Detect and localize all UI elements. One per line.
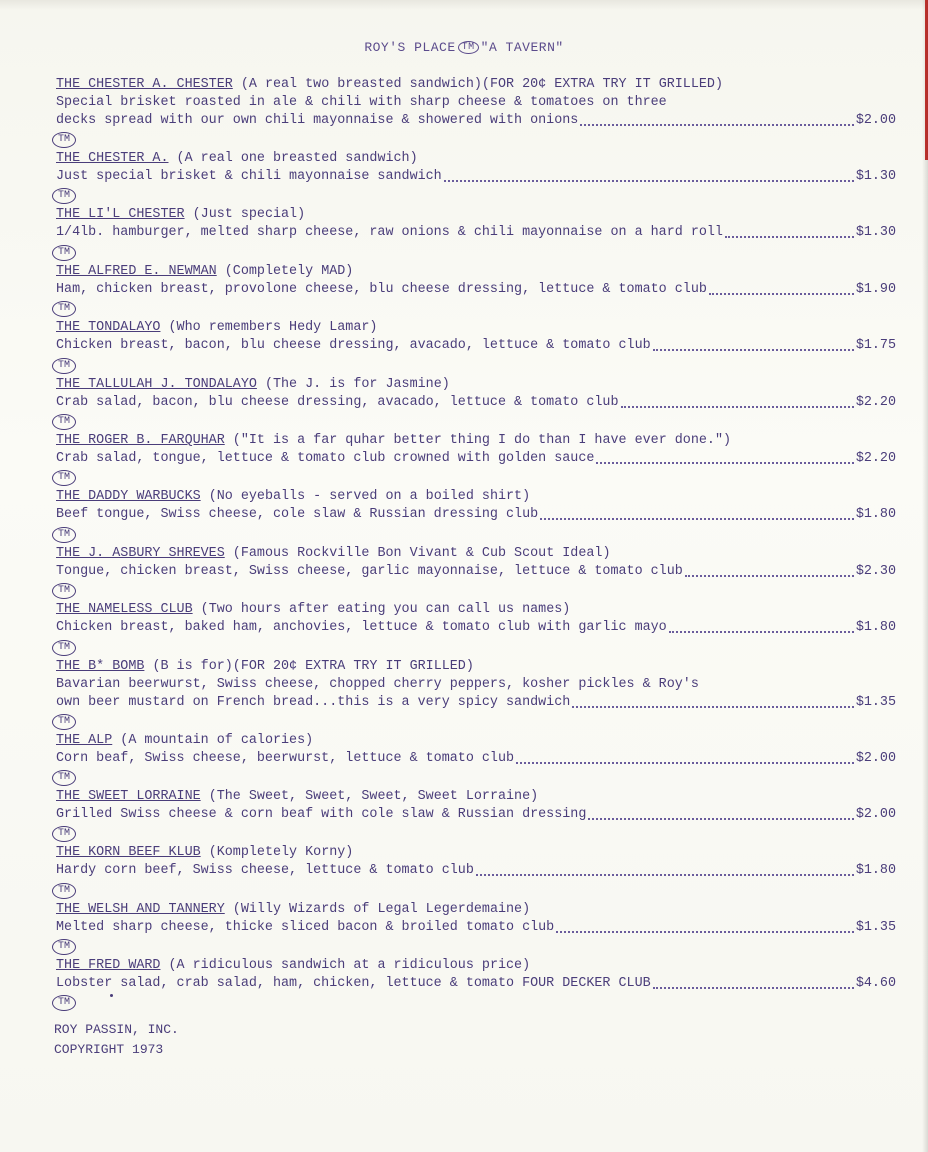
menu-item-title-line bbox=[56, 376, 896, 394]
menu-item-title-line bbox=[56, 319, 896, 337]
menu-item-description: Hardy corn beef, Swiss cheese, lettuce & tomato club bbox=[56, 863, 474, 879]
menu-item-name: THE TONDALAYO bbox=[56, 320, 161, 336]
menu-item bbox=[56, 76, 896, 150]
menu-item-name: THE TALLULAH J. TONDALAYO bbox=[56, 376, 257, 392]
menu-item bbox=[56, 150, 896, 206]
menu-item-title-line bbox=[56, 788, 896, 806]
menu-heading bbox=[0, 40, 928, 55]
menu-item-description: own beer mustard on French bread...this is a very spicy sandwich bbox=[56, 694, 571, 710]
menu-item-note: (A real one breasted sandwich) bbox=[176, 151, 418, 166]
menu-item-description: 1/4lb. hamburger, melted sharp cheese, raw onions & chili mayonnaise on a hard roll bbox=[56, 225, 723, 241]
menu-item-title-line bbox=[56, 150, 896, 168]
menu-item-price: $1.35 bbox=[855, 919, 896, 935]
menu-item-price-row bbox=[56, 975, 896, 993]
menu-item-price-row bbox=[56, 450, 896, 468]
menu-item-price: $2.30 bbox=[855, 563, 896, 579]
dot-leader bbox=[725, 235, 854, 238]
menu-item-title-line bbox=[56, 844, 896, 862]
menu-entries bbox=[56, 76, 896, 1013]
dot-leader bbox=[596, 461, 853, 464]
menu-item-title-line bbox=[56, 263, 896, 281]
menu-item-note: (Two hours after eating you can call us names) bbox=[200, 602, 571, 618]
menu-item-description: Chicken breast, bacon, blu cheese dressing, avacado, lettuce & tomato club bbox=[56, 338, 651, 354]
menu-item-note: (A mountain of calories) bbox=[120, 732, 314, 748]
dot-leader bbox=[653, 986, 854, 989]
menu-item bbox=[56, 844, 896, 900]
menu-item-price-row bbox=[56, 281, 896, 299]
menu-item-name: THE J. ASBURY SHREVES bbox=[56, 545, 225, 561]
footer-company: ROY PASSIN, INC. bbox=[54, 1022, 179, 1037]
menu-item-title-line bbox=[56, 432, 896, 450]
menu-item bbox=[56, 432, 896, 488]
dot-leader bbox=[476, 873, 854, 876]
menu-item-note: (Just special) bbox=[192, 207, 306, 223]
dot-leader bbox=[669, 630, 854, 633]
menu-item-price-row bbox=[56, 619, 896, 637]
trademark-circle: TM bbox=[52, 714, 76, 730]
menu-item-name: THE KORN BEEF KLUB bbox=[56, 845, 201, 861]
menu-item-price: $1.35 bbox=[855, 694, 896, 710]
stray-dot bbox=[110, 994, 113, 997]
menu-item-price-row bbox=[56, 919, 896, 937]
menu-item bbox=[56, 319, 896, 375]
menu-item-note: ("It is a far quhar better thing I do than I have ever done.") bbox=[232, 432, 732, 448]
menu-item-price-row bbox=[56, 394, 896, 412]
menu-item-note: (Completely MAD) bbox=[224, 263, 354, 279]
trademark-circle: TM bbox=[52, 883, 76, 899]
menu-item bbox=[56, 545, 896, 601]
menu-item-price-row bbox=[56, 750, 896, 768]
menu-item-price: $1.90 bbox=[855, 281, 896, 297]
trademark-circle: TM bbox=[52, 995, 76, 1011]
menu-item-description-line: Special brisket roasted in ale & chili with sharp cheese & tomatoes on three bbox=[56, 95, 667, 110]
menu-item-name: THE B* BOMB bbox=[56, 658, 145, 674]
trademark-circle: TM bbox=[52, 188, 76, 204]
menu-item-price: $2.00 bbox=[855, 806, 896, 822]
menu-item bbox=[56, 601, 896, 657]
menu-item-note: (Willy Wizards of Legal Legerdemaine) bbox=[232, 901, 531, 917]
menu-item-description: Chicken breast, baked ham, anchovies, lettuce & tomato club with garlic mayo bbox=[56, 620, 667, 636]
dot-leader bbox=[709, 292, 854, 295]
menu-item-price: $1.30 bbox=[855, 225, 896, 241]
page-top-edge bbox=[0, 0, 928, 10]
menu-item-description: Crab salad, bacon, blu cheese dressing, avacado, lettuce & tomato club bbox=[56, 394, 619, 410]
menu-item-price: $2.20 bbox=[855, 394, 896, 410]
menu-item bbox=[56, 788, 896, 844]
menu-item-description: Lobster salad, crab salad, ham, chicken, lettuce & tomato FOUR DECKER CLUB bbox=[56, 976, 651, 992]
menu-item-note: (Famous Rockville Bon Vivant & Cub Scout Ideal) bbox=[232, 545, 611, 561]
menu-item-title-line bbox=[56, 957, 896, 975]
trademark-circle: TM bbox=[52, 470, 76, 486]
menu-item bbox=[56, 488, 896, 544]
trademark-circle: TM bbox=[52, 939, 76, 955]
menu-item-note: (B is for)(FOR 20¢ EXTRA TRY IT GRILLED) bbox=[152, 658, 474, 674]
menu-item-description: Ham, chicken breast, provolone cheese, blu cheese dressing, lettuce & tomato club bbox=[56, 281, 707, 297]
menu-item-price: $1.80 bbox=[855, 620, 896, 636]
menu-item-name: THE WELSH AND TANNERY bbox=[56, 901, 225, 917]
menu-item-description: decks spread with our own chili mayonnaise & showered with onions bbox=[56, 113, 579, 128]
dot-leader bbox=[540, 517, 854, 520]
dot-leader bbox=[685, 574, 854, 577]
menu-item-price-row bbox=[56, 563, 896, 581]
menu-item-description-line: Bavarian beerwurst, Swiss cheese, chopped cherry peppers, kosher pickles & Roy's bbox=[56, 676, 699, 692]
menu-item-name: THE NAMELESS CLUB bbox=[56, 602, 193, 618]
menu-item-price: $2.20 bbox=[855, 450, 896, 466]
menu-item bbox=[56, 263, 896, 319]
dot-leader bbox=[653, 348, 854, 351]
menu-item-title-line bbox=[56, 732, 896, 750]
menu-item-description: Beef tongue, Swiss cheese, cole slaw & Russian dressing club bbox=[56, 507, 539, 523]
trademark-circle: TM bbox=[52, 770, 76, 786]
menu-item-title-line bbox=[56, 545, 896, 563]
menu-item bbox=[56, 732, 896, 788]
menu-item-price: $1.30 bbox=[855, 169, 896, 184]
trademark-circle: TM bbox=[52, 358, 76, 374]
menu-item-price: $1.80 bbox=[855, 863, 896, 879]
menu-item-description: Crab salad, tongue, lettuce & tomato club crowned with golden sauce bbox=[56, 450, 595, 466]
dot-leader bbox=[444, 179, 854, 182]
menu-item-note: (A real two breasted sandwich)(FOR 20¢ EXTRA TRY IT GRILLED) bbox=[240, 77, 723, 92]
dot-leader bbox=[556, 930, 854, 933]
page-edge-shadow bbox=[922, 0, 928, 1152]
menu-item-note: (Who remembers Hedy Lamar) bbox=[168, 320, 378, 336]
menu-item-name: THE LI'L CHESTER bbox=[56, 207, 185, 223]
menu-item-price: $2.00 bbox=[855, 750, 896, 766]
trademark-circle: TM bbox=[52, 132, 76, 148]
heading-left: ROY'S PLACE bbox=[364, 40, 456, 55]
menu-item-title-line bbox=[56, 658, 896, 676]
menu-item-description: Tongue, chicken breast, Swiss cheese, garlic mayonnaise, lettuce & tomato club bbox=[56, 563, 683, 579]
menu-item-note: (No eyeballs - served on a boiled shirt) bbox=[208, 489, 531, 505]
menu-item-title-line bbox=[56, 488, 896, 506]
trademark-circle: TM bbox=[52, 640, 76, 656]
dot-leader bbox=[588, 817, 853, 820]
menu-item-price-row bbox=[56, 224, 896, 242]
trademark-circle: TM bbox=[52, 826, 76, 842]
footer bbox=[54, 1020, 179, 1060]
trademark-circle: TM bbox=[52, 245, 76, 261]
menu-item bbox=[56, 206, 896, 262]
trademark-circle: TM bbox=[52, 583, 76, 599]
menu-item-price: $1.75 bbox=[855, 338, 896, 354]
menu-item-price-row bbox=[56, 694, 896, 712]
trademark-circle: TM bbox=[52, 301, 76, 317]
menu-item bbox=[56, 957, 896, 1013]
dot-leader bbox=[580, 123, 853, 126]
menu-item-title-line bbox=[56, 901, 896, 919]
menu-item-note: (Kompletely Korny) bbox=[208, 845, 354, 861]
dot-leader bbox=[621, 405, 854, 408]
menu-item-price-row bbox=[56, 112, 896, 130]
menu-item-title-line bbox=[56, 601, 896, 619]
heading-right: "A TAVERN" bbox=[480, 40, 564, 55]
menu-item bbox=[56, 658, 896, 732]
menu-item-description: Corn beaf, Swiss cheese, beerwurst, lettuce & tomato club bbox=[56, 750, 515, 766]
menu-item-note: (The Sweet, Sweet, Sweet, Sweet Lorraine) bbox=[208, 788, 539, 804]
menu-item-title-line bbox=[56, 76, 896, 94]
trademark-circle: TM bbox=[52, 414, 76, 430]
menu-item-name: THE ROGER B. FARQUHAR bbox=[56, 432, 225, 448]
menu-item-price: $2.00 bbox=[855, 113, 896, 128]
menu-item-description: Grilled Swiss cheese & corn beaf with cole slaw & Russian dressing bbox=[56, 806, 587, 822]
menu-item bbox=[56, 376, 896, 432]
menu-item-name: THE CHESTER A. bbox=[56, 151, 169, 166]
menu-item-price-row bbox=[56, 862, 896, 880]
menu-item-description: Melted sharp cheese, thicke sliced bacon & broiled tomato club bbox=[56, 919, 555, 935]
trademark-circle: TM bbox=[52, 527, 76, 543]
menu-item-price: $4.60 bbox=[855, 976, 896, 992]
footer-copyright: COPYRIGHT 1973 bbox=[54, 1042, 164, 1057]
menu-item-price: $1.80 bbox=[855, 507, 896, 523]
menu-item-note: (The J. is for Jasmine) bbox=[264, 376, 450, 392]
menu-item-description: Just special brisket & chili mayonnaise sandwich bbox=[56, 169, 442, 184]
menu-item-name: THE DADDY WARBUCKS bbox=[56, 489, 201, 505]
menu-item-name: THE ALFRED E. NEWMAN bbox=[56, 263, 217, 279]
menu-item-name: THE FRED WARD bbox=[56, 958, 161, 974]
menu-item-price-row bbox=[56, 168, 896, 186]
menu-item-price-row bbox=[56, 337, 896, 355]
menu-item-price-row bbox=[56, 506, 896, 524]
menu-item bbox=[56, 901, 896, 957]
menu-item-name: THE ALP bbox=[56, 732, 113, 748]
menu-item-title-line bbox=[56, 206, 896, 224]
menu-item-name: THE CHESTER A. CHESTER bbox=[56, 77, 233, 92]
trademark-mark: TM bbox=[458, 41, 479, 54]
dot-leader bbox=[572, 705, 854, 708]
menu-item-note: (A ridiculous sandwich at a ridiculous price) bbox=[168, 958, 531, 974]
dot-leader bbox=[516, 761, 854, 764]
menu-item-price-row bbox=[56, 806, 896, 824]
menu-item-name: THE SWEET LORRAINE bbox=[56, 788, 201, 804]
